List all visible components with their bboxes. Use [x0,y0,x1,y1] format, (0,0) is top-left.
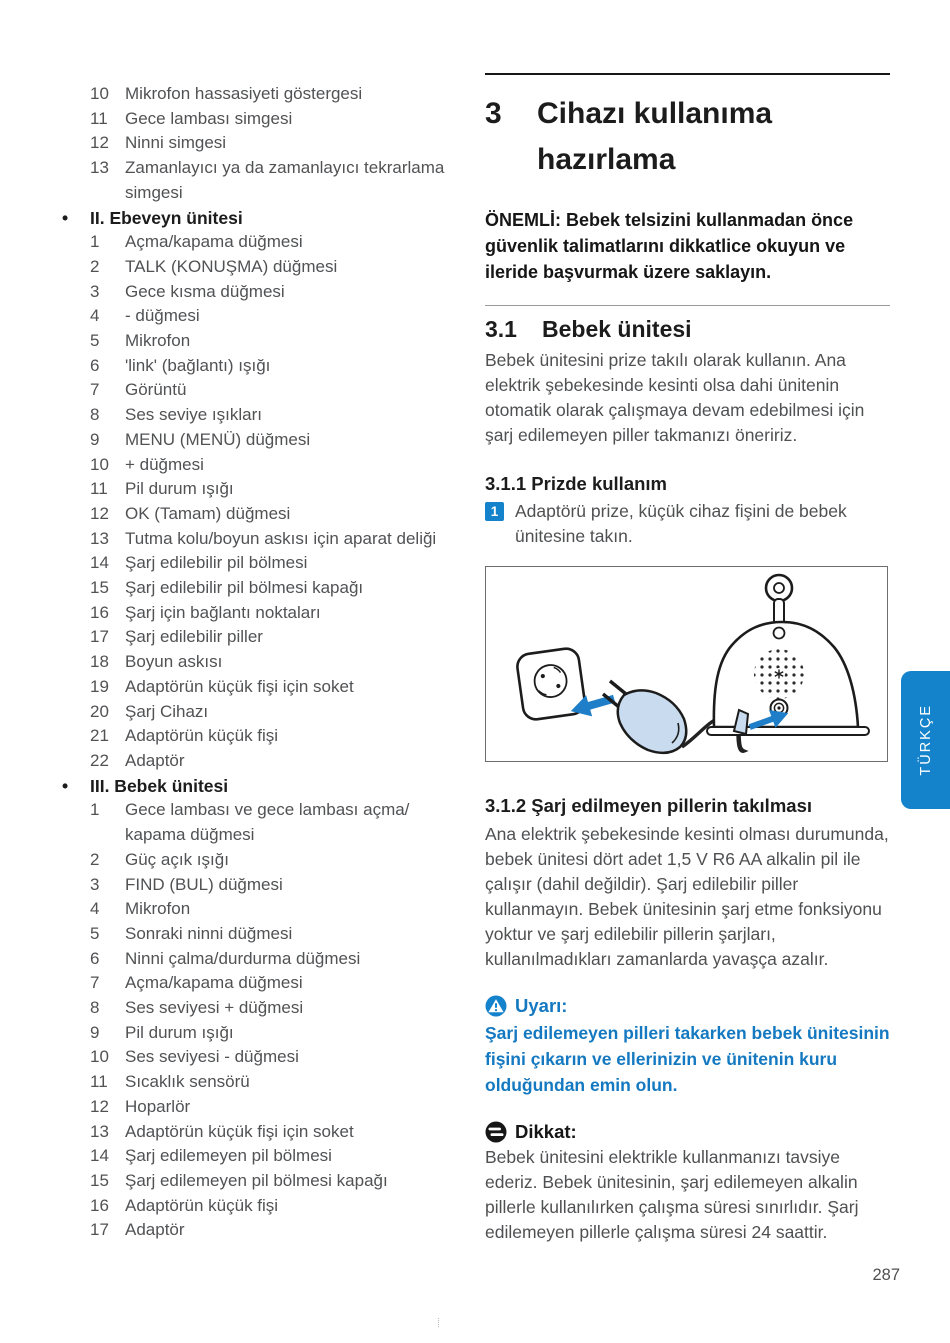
parts-list-number: 13 [90,528,109,548]
parts-list-row [90,576,466,601]
parts-list-number: 22 [90,750,109,770]
parts-list-label: Hoparlör [125,1096,191,1116]
parts-list-label: Adaptörün küçük fişi için soket [125,1121,354,1141]
warning-header [485,995,890,1017]
parts-list-number: 15 [90,578,109,598]
language-tab-label: TÜRKÇE [917,704,934,776]
chapter-rule [485,73,890,75]
caution-block [485,1121,890,1245]
parts-list-number: 9 [90,1022,100,1042]
parts-list-label: Mikrofon [125,899,191,919]
section-31-body: Bebek ünitesini prize takılı olarak kullanın. Ana elektrik şebekesinde kesinti olsa dahi ünitenin otomatik olarak çalışmaya devam edebilmesi için şarj edilemeyen piller takmanızı öneririz. [485,350,865,445]
content-column [485,73,890,1245]
parts-list-row [90,749,466,774]
section-312-heading: 3.1.2 Şarj edilmeyen pillerin takılması [485,795,812,816]
parts-list-number: 20 [90,701,109,721]
parts-list-row [90,527,466,552]
parts-list-label: • III. Bebek ünitesi [90,775,229,796]
parts-list-row [90,1194,466,1219]
parts-list-number: 9 [90,429,100,449]
parts-list-label: Adaptörün küçük fişi [125,726,279,746]
parts-list-number: 13 [90,1121,109,1141]
parts-list-row [90,329,466,354]
parts-list-label: Açma/kapama düğmesi [125,232,303,252]
parts-list-number: 7 [90,973,100,993]
parts-list-number: 12 [90,503,109,523]
parts-list-row [90,107,466,132]
parts-list-number: 11 [90,108,108,128]
parts-list-row [90,1095,466,1120]
parts-list-number: 16 [90,1195,109,1215]
parts-list-row [90,996,466,1021]
section-rule [485,305,890,306]
parts-list-row [90,280,466,305]
chapter-title-line1: Cihazı kullanıma [537,97,773,130]
parts-list-row [90,1045,466,1070]
chapter-title [537,91,772,183]
parts-list-row [90,477,466,502]
parts-list-number: 14 [90,1146,109,1166]
parts-list-row [90,428,466,453]
parts-list-label: Adaptörün küçük fişi [125,1195,279,1215]
parts-list-number: 4 [90,899,100,919]
parts-list-label: Görüntü [125,380,187,400]
parts-list-row [90,502,466,527]
parts-list-row [90,971,466,996]
parts-list-row [90,551,466,576]
parts-list-row [90,354,466,379]
parts-list-row [90,873,466,898]
parts-list-number: 21 [90,726,109,746]
parts-list-number: 10 [90,454,109,474]
important-note: ÖNEMLİ: Bebek telsizini kullanmadan önce güvenlik talimatlarını dikkatlice okuyun ve ileride başvurmak üzere saklayın. [485,210,854,282]
parts-list-number: 8 [90,998,100,1018]
parts-list-column [62,82,466,1243]
parts-list-number: 5 [90,331,100,351]
section-312-body: Ana elektrik şebekesinde kesinti olması durumunda, bebek ünitesi dört adet 1,5 V R6 AA alkalin pil ile çalışır (dahil değildir). Şarj edilebilir piller kullanmayın. Bebek ünitesinin şarj etme fonksiyonu yoktur ve şarj edilebilir pillerin şarjları, kullanılmadıkları zamanlarda yavaşça azalır. [485,824,889,969]
parts-list-row [90,378,466,403]
parts-list-number: 7 [90,380,100,400]
parts-list-row [90,848,466,873]
parts-list-row [90,1120,466,1145]
parts-list-label: + düğmesi [125,454,204,474]
parts-list-number: 12 [90,133,109,153]
warning-block [485,995,890,1098]
parts-list-label: Şarj Cihazı [125,701,209,721]
parts-list-row [90,156,466,205]
parts-list-row [90,453,466,478]
parts-list-label: Ninni simgesi [125,133,227,153]
parts-list-number: 2 [90,849,100,869]
parts-list-label: Pil durum ışığı [125,479,234,499]
section-31-number: 3.1 [485,316,517,342]
parts-list-row [90,403,466,428]
parts-list-label: Zamanlayıcı ya da zamanlayıcı tekrarlama simgesi [125,158,445,202]
parts-list-label: Şarj için bağlantı noktaları [125,602,321,622]
adapter-plug-icon [618,690,687,752]
parts-list-label: MENU (MENÜ) düğmesi [125,429,311,449]
parts-list-number: 8 [90,405,100,425]
parts-list-number: 13 [90,158,109,178]
parts-list-number: 1 [90,800,100,820]
parts-list-label: Pil durum ışığı [125,1022,234,1042]
parts-list-label: FIND (BUL) düğmesi [125,874,283,894]
parts-list-label: Gece kısma düğmesi [125,281,285,301]
parts-list-label: OK (Tamam) düğmesi [125,503,291,523]
section-31-heading [485,314,890,344]
mains-connection-illustration [486,567,887,761]
step-number-badge: 1 [485,502,504,521]
parts-list-number: 17 [90,1220,109,1240]
step-1 [485,499,890,549]
language-tab [901,671,950,809]
page-number: 287 [872,1266,900,1284]
step-text: Adaptörü prize, küçük cihaz fişini de bebek ünitesine takın. [515,501,847,546]
parts-list-row [90,304,466,329]
parts-list-label: Şarj edilemeyen pil bölmesi kapağı [125,1170,388,1190]
parts-list-label: Ninni çalma/durdurma düğmesi [125,948,361,968]
parts-list-label: Şarj edilebilir piller [125,627,263,647]
parts-list-row [90,82,466,107]
caution-text: Bebek ünitesini elektrikle kullanmanızı tavsiye ederiz. Bebek ünitesinin, şarj edilemeyen alkalin pillerle kullanılırken çalışma süresi sınırlıdır. Şarj edilemeyen pillerle çalışma süresi 24 saattir. [485,1147,859,1242]
parts-list-label: Boyun askısı [125,652,223,672]
parts-list-row [90,1144,466,1169]
chapter-heading [485,91,890,183]
warning-icon [485,995,507,1017]
parts-list-row [90,774,466,799]
warning-label: Uyarı: [515,995,568,1016]
parts-list-label: Açma/kapama düğmesi [125,973,303,993]
parts-list-label: Ses seviye ışıkları [125,405,262,425]
parts-list-label: Mikrofon hassasiyeti göstergesi [125,84,363,103]
parts-list-row [90,230,466,255]
parts-list-row [90,798,466,847]
print-artifact [438,1318,440,1327]
parts-list-number: 19 [90,676,109,696]
parts-list-row [90,724,466,749]
caution-header [485,1121,890,1143]
parts-list-row [90,700,466,725]
parts-list-label: Adaptör [125,750,185,770]
parts-list-number: 10 [90,1047,109,1067]
parts-list-number: 15 [90,1170,109,1190]
parts-list-row [90,601,466,626]
warning-text: Şarj edilemeyen pilleri takarken bebek ünitesinin fişini çıkarın ve ellerinizin ve ünitenin kuru olduğundan emin olun. [485,1023,890,1095]
parts-list-row [90,947,466,972]
parts-list-label: Güç açık ışığı [125,849,229,869]
parts-list-row [90,206,466,231]
parts-list-number: 6 [90,948,100,968]
parts-list-label: Sıcaklık sensörü [125,1072,250,1092]
parts-list-label: Şarj edilemeyen pil bölmesi [125,1146,332,1166]
parts-list-number: 14 [90,553,109,573]
parts-list-label: Adaptörün küçük fişi için soket [125,676,354,696]
section-311-heading: 3.1.1 Prizde kullanım [485,473,667,494]
parts-list-label: 'link' (bağlantı) ışığı [125,355,271,375]
parts-list-row [90,1021,466,1046]
parts-list-label: Tutma kolu/boyun askısı için aparat deliği [125,528,437,548]
parts-list-number: 17 [90,627,109,647]
parts-list-label: Adaptör [125,1220,185,1240]
parts-list-label: Ses seviyesi - düğmesi [125,1047,299,1067]
parts-list-label: Gece lambası ve gece lambası açma/ kapama düğmesi [125,800,410,845]
parts-list-number: 11 [90,1072,108,1092]
parts-list-label: TALK (KONUŞMA) düğmesi [125,256,338,276]
parts-list-label: Gece lambası simgesi [125,108,293,128]
parts-list-number: 2 [90,256,100,276]
parts-list-number: 3 [90,874,100,894]
parts-list-number: 11 [90,479,108,499]
parts-list-label: Ses seviyesi + düğmesi [125,998,304,1018]
caution-label: Dikkat: [515,1121,577,1142]
parts-list-label: Mikrofon [125,331,191,351]
parts-list-label: Sonraki ninni düğmesi [125,923,293,943]
parts-list-label: Şarj edilebilir pil bölmesi kapağı [125,578,364,598]
parts-list-number: 5 [90,923,100,943]
parts-list-row [90,1070,466,1095]
parts-list-row [90,675,466,700]
mains-connection-figure [485,566,888,762]
chapter-title-line2: hazırlama [537,143,676,176]
parts-list-row [90,255,466,280]
parts-list-row [90,897,466,922]
parts-list-row [90,1218,466,1243]
parts-list-row [90,625,466,650]
parts-list-number: 4 [90,306,100,326]
chapter-number: 3 [485,97,502,130]
parts-list-number: 18 [90,652,109,672]
parts-list-number: 1 [90,232,100,252]
parts-list-row [90,650,466,675]
section-31-title: Bebek ünitesi [542,316,692,342]
parts-list-row [90,131,466,156]
parts-list-row [90,922,466,947]
caution-icon [485,1121,507,1143]
parts-list-label: • II. Ebeveyn ünitesi [90,207,243,228]
parts-list-number: 3 [90,281,100,301]
parts-list-number: 10 [90,84,109,103]
parts-list-number: 6 [90,355,100,375]
baby-unit-icon [707,575,869,735]
parts-list-row [90,1169,466,1194]
parts-list-number: 12 [90,1096,109,1116]
parts-list-number: 16 [90,602,109,622]
parts-list-label: Şarj edilebilir pil bölmesi [125,553,308,573]
parts-list-label: - düğmesi [125,306,200,326]
